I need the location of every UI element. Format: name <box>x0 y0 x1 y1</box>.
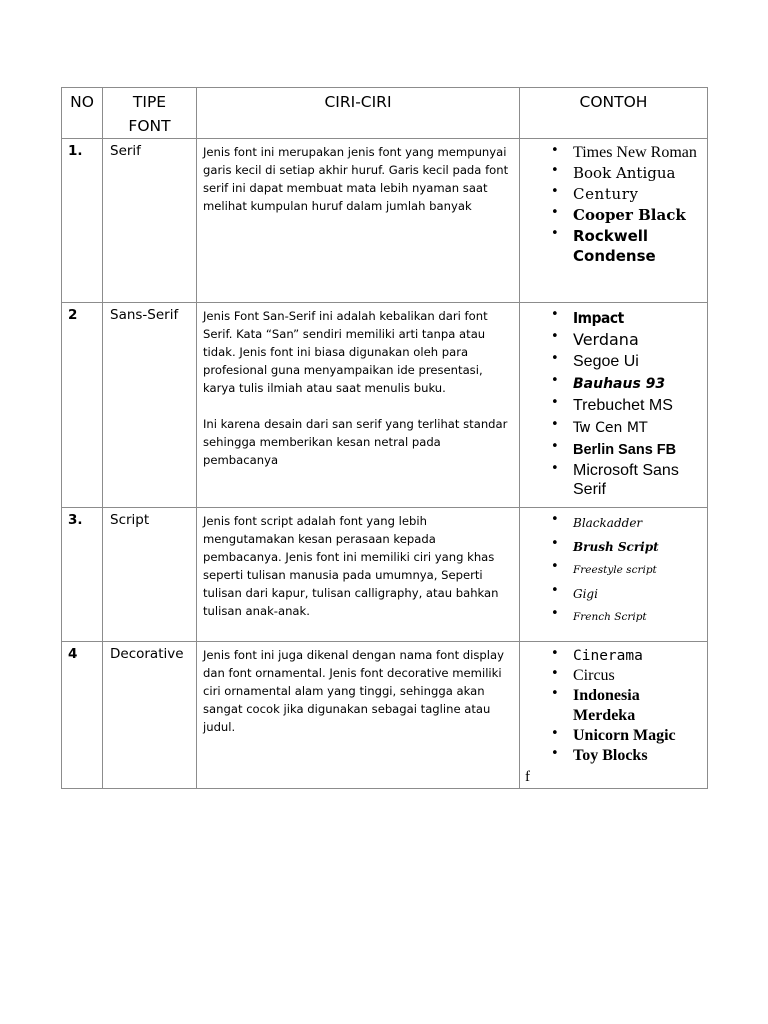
table-row-sans-serif <box>62 303 708 508</box>
example-book-antigua: Book Antigua <box>573 164 676 182</box>
row-number: 4 <box>62 642 103 789</box>
example-bauhaus-93: Bauhaus 93 <box>573 376 666 392</box>
font-types-table <box>61 87 708 789</box>
font-description <box>197 642 520 789</box>
example-verdana: Verdana <box>573 330 639 349</box>
font-type: Script <box>103 508 197 642</box>
list-item: • Book Antigua <box>551 163 676 182</box>
header-contoh: CONTOH <box>520 88 708 139</box>
list-item: • Blackadder <box>551 512 643 530</box>
description-paragraph: Jenis font script adalah font yang lebih mengutamakan kesan perasaan kepada pembacanya. Jenis font ini memiliki ciri yang khas seperti tulisan manusia pada umumnya, Seperti tulisan dari kapur, tulisan calligraphy, atau bahkan tulisan anak-anak. <box>203 514 499 618</box>
example-impact: Impact <box>573 309 624 327</box>
font-type: Sans-Serif <box>103 303 197 508</box>
list-item: • Circus <box>551 666 615 684</box>
font-examples <box>520 642 708 789</box>
example-berlin-sans-fb: Berlin Sans FB <box>573 442 677 458</box>
stray-character: f <box>525 769 530 785</box>
table-row-serif <box>62 139 708 303</box>
examples-list <box>520 646 703 766</box>
example-indonesia-merdeka: Indonesia Merdeka <box>573 687 640 724</box>
row-number: 1. <box>62 139 103 303</box>
list-item: • Indonesia Merdeka <box>551 686 640 724</box>
row-number: 3. <box>62 508 103 642</box>
table-row-script <box>62 508 708 642</box>
examples-list <box>520 307 703 499</box>
example-brush-script: Brush Script <box>573 539 659 554</box>
list-item: • Gigi <box>551 582 598 601</box>
list-item: • Rockwell Condense <box>551 226 656 265</box>
example-circus: Circus <box>573 667 615 684</box>
font-type: Serif <box>103 139 197 303</box>
example-segoe-ui: Segoe Ui <box>573 353 639 370</box>
example-times-new-roman: Times New Roman <box>573 144 697 161</box>
list-item: • French Script <box>551 606 647 623</box>
header-tipe-font <box>103 88 197 139</box>
font-description <box>197 508 520 642</box>
font-description <box>197 139 520 303</box>
header-tipe-line1: TIPE <box>132 93 167 111</box>
description-paragraph: Ini karena desain dari san serif yang terlihat standar sehingga memberikan kesan netral pada pembacanya <box>203 417 508 467</box>
list-item: • Century <box>551 184 639 203</box>
example-century: Century <box>573 185 639 203</box>
example-toy-blocks: Toy Blocks <box>573 747 648 764</box>
list-item: • Segoe Ui <box>551 351 639 370</box>
description-paragraph: Jenis Font San-Serif ini adalah kebalikan dari font Serif. Kata “San” sendiri memiliki arti tanpa atau tidak. Jenis font ini biasa digunakan oleh para profesional guna menyampaikan ide presentasi, karya tulis ilmiah atau saat menulis buku. <box>203 309 488 395</box>
list-item: • Cooper Black <box>551 205 686 224</box>
example-cinerama: Cinerama <box>573 648 643 664</box>
description-paragraph: Jenis font ini juga dikenal dengan nama font display dan font ornamental. Jenis font decorative memiliki ciri ornamental alam yang tinggi, sehingga akan sangat cocok jika digunakan sebagai tagline atau judul. <box>203 648 504 734</box>
list-item: • Berlin Sans FB <box>551 439 677 458</box>
list-item: • Brush Script <box>551 535 659 554</box>
font-type: Decorative <box>103 642 197 789</box>
list-item: • Bauhaus 93 <box>551 373 666 392</box>
example-rockwell-condense: Rockwell Condense <box>573 227 656 265</box>
table-row-decorative <box>62 642 708 789</box>
header-tipe-line2: FONT <box>128 117 171 135</box>
list-item: • Unicorn Magic <box>551 726 676 744</box>
example-tw-cen-mt: Tw Cen MT <box>573 420 648 436</box>
font-examples <box>520 508 708 642</box>
example-freestyle-script: Freestyle script <box>573 564 657 576</box>
list-item: • Freestyle script <box>551 559 657 576</box>
example-cooper-black: Cooper Black <box>573 206 686 224</box>
example-unicorn-magic: Unicorn Magic <box>573 727 676 744</box>
list-item: • Trebuchet MS <box>551 395 673 414</box>
font-description <box>197 303 520 508</box>
examples-list <box>520 512 703 630</box>
font-examples <box>520 139 708 303</box>
list-item: • Tw Cen MT <box>551 417 648 436</box>
examples-list <box>520 143 703 266</box>
example-french-script: French Script <box>573 611 647 623</box>
list-item: • Toy Blocks <box>551 746 648 764</box>
table-header-row <box>62 88 708 139</box>
example-gigi: Gigi <box>573 586 598 601</box>
list-item: • Cinerama <box>551 646 643 664</box>
row-number: 2 <box>62 303 103 508</box>
font-examples <box>520 303 708 508</box>
header-ciri-ciri: CIRI-CIRI <box>197 88 520 139</box>
description-paragraph: Jenis font ini merupakan jenis font yang mempunyai garis kecil di setiap akhir huruf. Garis kecil pada font serif ini dapat membuat mata lebih nyaman saat melihat kumpulan huruf dalam jumlah banyak <box>203 145 509 213</box>
list-item: • Microsoft Sans Serif <box>551 461 679 498</box>
example-microsoft-sans-serif: Microsoft Sans Serif <box>573 462 679 498</box>
list-item: • Verdana <box>551 329 639 349</box>
header-no: NO <box>62 88 103 139</box>
list-item: • Times New Roman <box>551 143 697 161</box>
example-blackadder: Blackadder <box>573 516 643 530</box>
example-trebuchet-ms: Trebuchet MS <box>573 397 673 414</box>
list-item: • Impact <box>551 307 624 327</box>
